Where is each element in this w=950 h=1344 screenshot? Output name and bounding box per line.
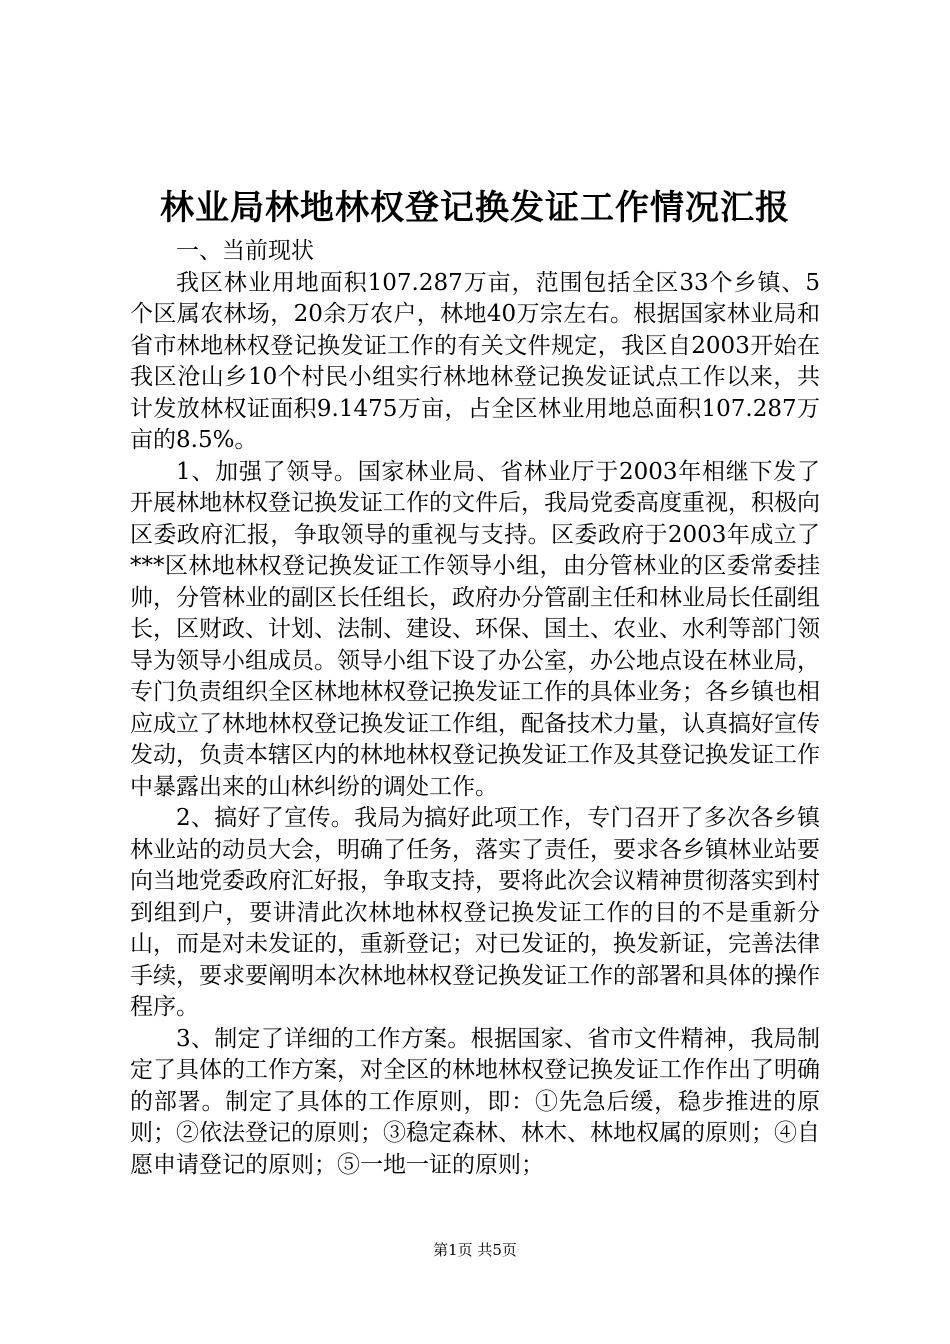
page-number-footer: 第1页 共5页 bbox=[433, 1241, 517, 1259]
paragraph-leadership: 1、加强了领导。国家林业局、省林业厅于2003年相继下发了开展林地林权登记换发证工作的文件后，我局党委高度重视，积极向区委政府汇报，争取领导的重视与支持。区委政府于2003年成立了***区林地林权登记换发证工作领导小组，由分管林业的区委常委挂帅，分管林业的副区长任组长，政府办分管副主任和林业局长任副组长，区财政、计划、法制、建设、环保、国土、农业、水利等部门领导为领导小组成员。领导小组下设了办公室，办公地点设在林业局，专门负责组织全区林地林权登记换发证工作的具体业务；各乡镇也相应成立了林地林权登记换发证工作组，配备技术力量，认真搞好宣传发动，负责本辖区内的林地林权登记换发证工作及其登记换发证工作中暴露出来的山林纠纷的调处工作。 bbox=[130, 458, 820, 800]
paragraph-work-plan: 3、制定了详细的工作方案。根据国家、省市文件精神，我局制定了具体的工作方案，对全区的林地林权登记换发证工作作出了明确的部署。制定了具体的工作原则，即：①先急后缓，稳步推进的原则；②依法登记的原则；③稳定森林、林木、林地权属的原则；④自愿申请登记的原则；⑤一地一证的原则； bbox=[130, 1025, 820, 1178]
document-title: 林业局林地林权登记换发证工作情况汇报 bbox=[160, 188, 790, 228]
paragraph-overview: 我区林业用地面积107.287万亩，范围包括全区33个乡镇、5个区属农林场，20余万农户，林地40万宗左右。根据国家林业局和省市林地林权登记换发证工作的有关文件规定，我区自2003开始在我区沧山乡10个村民小组实行林地林登记换发证试点工作以来，共计发放林权证面积9.1475万亩，占全区林业用地总面积107.287万亩的8.5%。 bbox=[130, 269, 820, 453]
document-body bbox=[130, 236, 820, 1181]
section-heading-current-status: 一、当前现状 bbox=[176, 238, 314, 264]
paragraph-publicity: 2、搞好了宣传。我局为搞好此项工作，专门召开了多次各乡镇林业站的动员大会，明确了任务，落实了责任，要求各乡镇林业站要向当地党委政府汇好报，争取支持，要将此次会议精神贯彻落实到村到组到户，要讲清此次林地林权登记换发证工作的目的不是重新分山，而是对未发证的，重新登记；对已发证的，换发新证，完善法律手续，要求要阐明本次林地林权登记换发证工作的部署和具体的操作程序。 bbox=[130, 805, 820, 1020]
